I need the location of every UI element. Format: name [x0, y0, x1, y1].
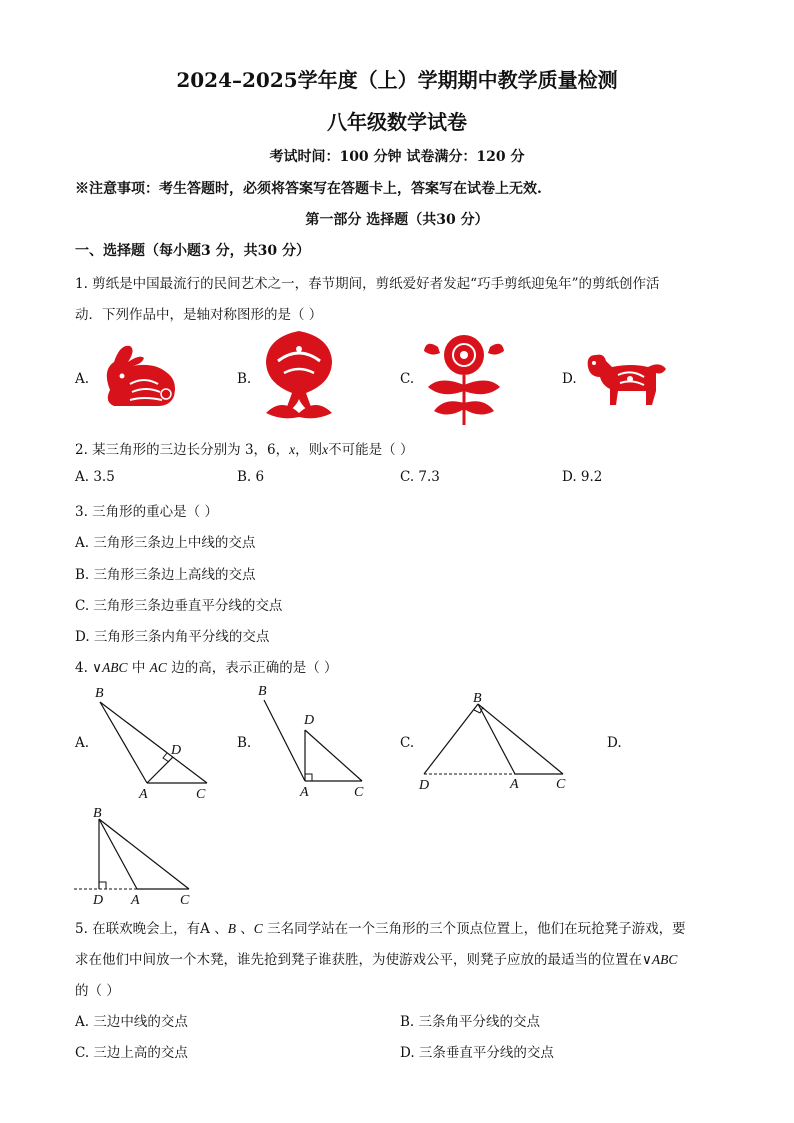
q4a-label-c: C [196, 787, 206, 802]
q3-stem: 3. 三角形的重心是（ ） [75, 504, 218, 520]
q1-stem-line2: 动．下列作品中，是轴对称图形的是（ ） [75, 307, 323, 323]
q5-option-a: A. 三边中线的交点 [75, 1014, 188, 1030]
q4c-label-a: A [510, 777, 519, 792]
q4d-label-d: D [93, 893, 104, 908]
q4a-label-d: D [171, 743, 182, 758]
exam-notice: ※注意事项：考生答题时，必须将答案写在答题卡上，答案写在试卷上无效. [75, 181, 542, 197]
q3-option-b: B. 三角形三条边上高线的交点 [75, 567, 256, 583]
q4c-label-c: C [556, 777, 566, 792]
q4-option-a-figure [90, 682, 220, 806]
q4d-label-b: B [93, 806, 102, 821]
q4c-label-b: B [473, 691, 482, 706]
q1-option-a-label: A. [75, 371, 90, 387]
q4b-label-b: B [258, 684, 267, 699]
q1-option-d-label: D. [562, 371, 577, 387]
q4d-label-a: A [131, 893, 140, 908]
exam-title: 2024–2025学年度（上）学期期中教学质量检测 [176, 68, 618, 92]
q4-option-c-figure [415, 688, 575, 802]
q4b-label-d: D [304, 713, 315, 728]
q5-stem-line3: 的（ ） [75, 983, 120, 999]
exam-time-info: 考试时间：100 分钟 试卷满分：120 分 [269, 149, 525, 165]
q2-option-d: D. 9.2 [562, 469, 603, 485]
q5-stem-line2: 求在他们中间放一个木凳，谁先抢到凳子谁获胜，为使游戏公平，则凳子应放的最适当的位置在∨ABC [75, 952, 678, 968]
q4-option-a-label: A. [75, 735, 90, 751]
q1-option-a-rabbit-papercut [100, 340, 182, 416]
q2-option-b: B. 6 [237, 469, 265, 485]
q1-option-b-label: B. [237, 371, 252, 387]
q2-option-c: C. 7.3 [400, 469, 440, 485]
q3-option-a: A. 三角形三条边上中线的交点 [75, 535, 256, 551]
q4-option-b-figure [252, 680, 372, 804]
q2-option-a: A. 3.5 [75, 469, 115, 485]
q1-option-b-fish-papercut [258, 327, 340, 427]
exam-subtitle: 八年级数学试卷 [327, 110, 467, 134]
q3-option-d: D. 三角形三条内角平分线的交点 [75, 629, 270, 645]
q5-option-c: C. 三边上高的交点 [75, 1045, 188, 1061]
q4-option-d-label: D. [607, 735, 622, 751]
q5-stem-line1: 5. 在联欢晚会上，有A 、B 、C 三名同学站在一个三角形的三个顶点位置上，他们在玩抢凳子游戏，要 [75, 921, 686, 937]
q1-option-c-peony-papercut [420, 325, 508, 433]
q5-option-d: D. 三条垂直平分线的交点 [400, 1045, 554, 1061]
q4c-label-d: D [419, 778, 430, 793]
q4a-label-a: A [139, 787, 148, 802]
q1-stem-line1: 1. 剪纸是中国最流行的民间艺术之一，春节期间，剪纸爱好者发起“巧手剪纸迎兔年”的剪纸创作活 [75, 276, 660, 292]
part-title: 第一部分 选择题（共30 分） [305, 212, 489, 228]
q4a-label-b: B [95, 686, 104, 701]
q4b-label-c: C [354, 785, 364, 800]
q1-option-d-dog-papercut [582, 349, 670, 413]
q4-option-b-label: B. [237, 735, 252, 751]
q4-option-c-label: C. [400, 735, 415, 751]
q1-option-c-label: C. [400, 371, 415, 387]
q4-stem: 4. ∨ABC 中 AC 边的高，表示正确的是（ ） [75, 660, 338, 676]
q4d-label-c: C [180, 893, 190, 908]
q5-option-b: B. 三条角平分线的交点 [400, 1014, 541, 1030]
q2-stem: 2. 某三角形的三边长分别为 3，6，x，则x不可能是（ ） [75, 442, 414, 458]
q3-option-c: C. 三角形三条边垂直平分线的交点 [75, 598, 283, 614]
section-title: 一、选择题（每小题3 分，共30 分） [75, 243, 310, 259]
q4-option-d-figure [70, 803, 200, 913]
q4b-label-a: A [300, 785, 309, 800]
